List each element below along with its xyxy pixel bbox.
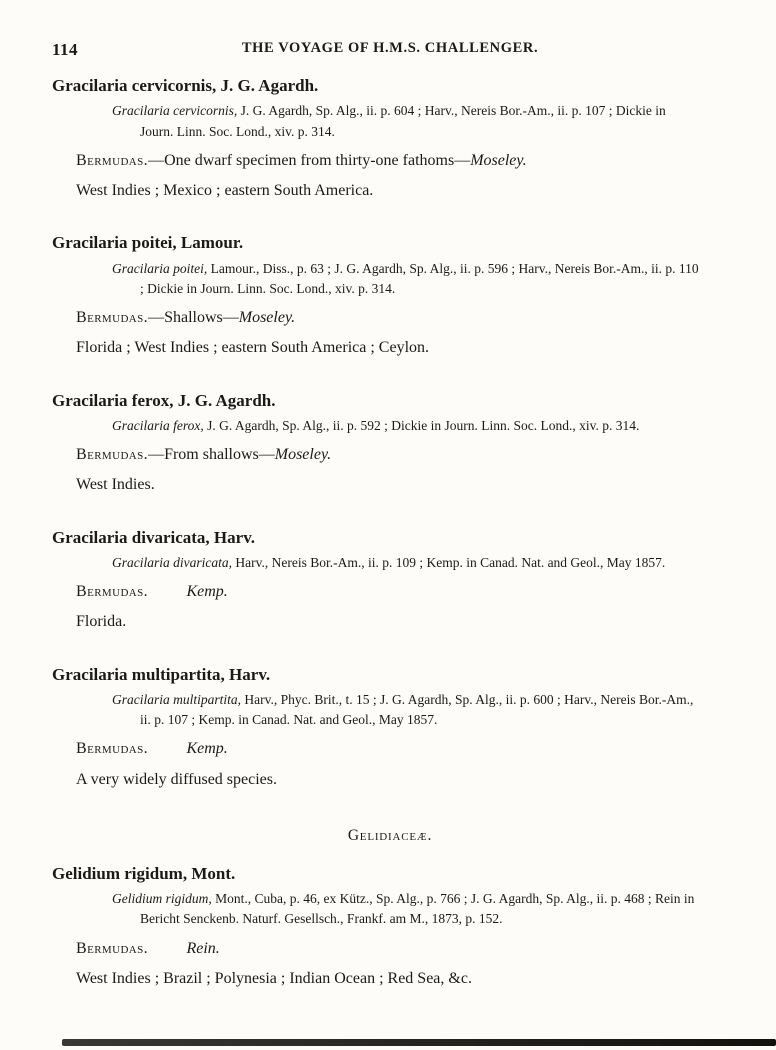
locality-line bbox=[76, 151, 728, 170]
species-entry bbox=[52, 864, 728, 988]
species-entry bbox=[52, 665, 728, 789]
citation-rest: Harv., Nereis Bor.-Am., ii. p. 109 ; Kemp. in Canad. Nat. and Geol., May 1857. bbox=[232, 554, 666, 570]
collector-name: Rein. bbox=[186, 939, 220, 957]
running-title: THE VOYAGE OF H.M.S. CHALLENGER. bbox=[241, 40, 539, 56]
scan-edge-shadow bbox=[62, 1039, 776, 1046]
locality-line bbox=[76, 308, 728, 327]
locality-line bbox=[76, 739, 728, 758]
page-header bbox=[52, 40, 728, 62]
locality-text: —One dwarf specimen from thirty-one fathoms— bbox=[148, 151, 471, 169]
locality-label: Bermudas. bbox=[76, 740, 149, 758]
locality-text: —From shallows— bbox=[148, 446, 275, 464]
citation-species-name: Gracilaria multipartita, bbox=[112, 691, 242, 707]
citation bbox=[52, 889, 702, 930]
distribution-line: West Indies. bbox=[76, 476, 155, 494]
species-heading: Gracilaria multipartita, Harv. bbox=[52, 664, 271, 684]
citation bbox=[52, 553, 702, 573]
species-heading: Gracilaria cervicornis, J. G. Agardh. bbox=[52, 76, 319, 95]
locality-text: —Shallows— bbox=[148, 309, 239, 327]
distribution-line: West Indies ; Mexico ; eastern South America. bbox=[76, 182, 374, 200]
collector-name: Kemp. bbox=[186, 740, 228, 758]
citation-species-name: Gracilaria poitei, bbox=[112, 260, 208, 276]
locality-line bbox=[76, 445, 728, 464]
species-heading: Gracilaria divaricata, Harv. bbox=[52, 527, 256, 547]
locality-label: Bermudas. bbox=[76, 309, 149, 327]
species-entry bbox=[52, 391, 728, 495]
distribution-line: Florida ; West Indies ; eastern South America ; Ceylon. bbox=[76, 339, 430, 357]
citation-rest: Mont., Cuba, p. 46, ex Kütz., Sp. Alg., p. 766 ; J. G. Agardh, Sp. Alg., ii. p. 468 ; Rein in Bericht Senckenb. Naturf. Gesellsch., Frankf. am M., 1873, p. 152. bbox=[140, 891, 695, 927]
species-entry bbox=[52, 76, 728, 200]
citation-species-name: Gelidium rigidum, bbox=[112, 891, 212, 907]
species-heading: Gracilaria poitei, Lamour. bbox=[52, 233, 244, 253]
citation bbox=[52, 690, 702, 731]
locality-line bbox=[76, 582, 728, 601]
citation-species-name: Gracilaria divaricata, bbox=[112, 554, 232, 570]
locality-label: Bermudas. bbox=[76, 939, 149, 957]
species-entry bbox=[52, 528, 728, 632]
locality-line bbox=[76, 939, 728, 958]
citation-rest: J. G. Agardh, Sp. Alg., ii. p. 604 ; Harv., Nereis Bor.-Am., ii. p. 107 ; Dickie in Journ. Linn. Soc. Lond., xiv. p. 314. bbox=[140, 103, 666, 139]
citation-rest: J. G. Agardh, Sp. Alg., ii. p. 592 ; Dickie in Journ. Linn. Soc. Lond., xiv. p. 314. bbox=[203, 417, 640, 433]
page-number: 114 bbox=[52, 40, 79, 59]
distribution-line: West Indies ; Brazil ; Polynesia ; Indian Ocean ; Red Sea, &c. bbox=[76, 969, 472, 987]
citation bbox=[52, 101, 702, 142]
collector-name: Moseley. bbox=[274, 446, 332, 464]
species-entry bbox=[52, 233, 728, 357]
collector-name: Moseley. bbox=[238, 309, 296, 327]
locality-label: Bermudas. bbox=[76, 583, 149, 601]
citation-rest: Harv., Phyc. Brit., t. 15 ; J. G. Agardh, Sp. Alg., ii. p. 600 ; Harv., Nereis Bor.-Am., ii. p. 107 ; Kemp. in Canad. Nat. and Geol., May 1857. bbox=[140, 691, 694, 728]
collector-name: Kemp. bbox=[186, 583, 228, 601]
citation-species-name: Gracilaria cervicornis, bbox=[112, 103, 238, 119]
citation bbox=[52, 259, 702, 300]
distribution-line: Florida. bbox=[76, 613, 127, 631]
species-heading: Gelidium rigidum, Mont. bbox=[52, 863, 236, 883]
locality-label: Bermudas. bbox=[76, 446, 149, 464]
locality-label: Bermudas. bbox=[76, 151, 149, 169]
family-section-heading: Gelidiaceæ. bbox=[347, 826, 433, 844]
collector-name: Moseley. bbox=[470, 151, 527, 169]
citation bbox=[52, 416, 702, 436]
distribution-line: A very widely diffused species. bbox=[76, 770, 277, 788]
citation-species-name: Gracilaria ferox, bbox=[112, 417, 204, 433]
citation-rest: Lamour., Diss., p. 63 ; J. G. Agardh, Sp. Alg., ii. p. 596 ; Harv., Nereis Bor.-Am., ii. p. 110 ; Dickie in Journ. Linn. Soc. Lond., xiv. p. 314. bbox=[140, 260, 699, 296]
species-heading: Gracilaria ferox, J. G. Agardh. bbox=[52, 390, 276, 410]
